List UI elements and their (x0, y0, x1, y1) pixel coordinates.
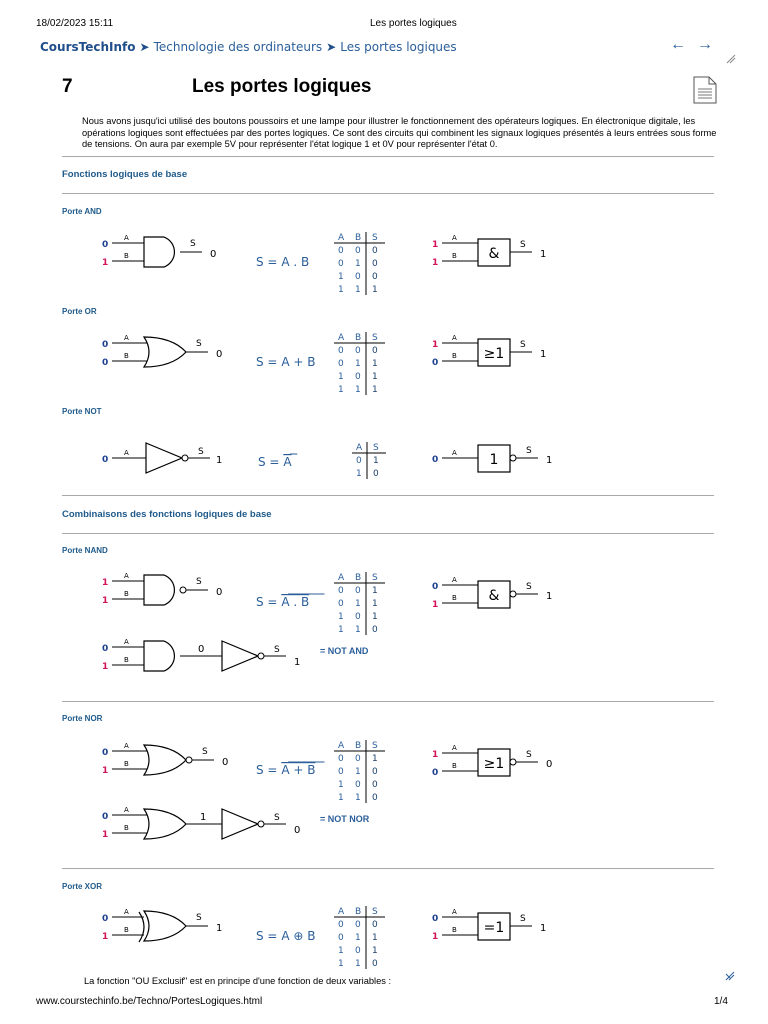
truth-table-header: B (355, 573, 362, 583)
intro-paragraph: Nous avons jusqu'ici utilisé des boutons poussoirs et une lampe pour illustrer le fonctionnement des opérateurs logiques. En électronique digitale, les opérations logiques sont effectuées par des portes logiques. Ce sont des circuits qui combinent les signaux logiques présentés à leurs entrées sous forme de tensions. On aura par exemple 5V pour représenter l'état logique 1 et 0V pour représenter l'état 0. (82, 116, 717, 150)
print-url: www.courstechinfo.be/Techno/PortesLogiques.html (36, 996, 263, 1007)
truth-table-cell: 0 (355, 780, 361, 790)
truth-table-header: S (372, 233, 378, 243)
inversion-bubble (182, 455, 188, 461)
truth-table-cell: 1 (355, 625, 361, 635)
truth-table-cell: 0 (355, 920, 361, 930)
input-bit: 0 (432, 768, 439, 778)
output-bit: 1 (294, 657, 301, 668)
pin-label-b: B (124, 760, 129, 768)
output-bit: 1 (546, 455, 553, 466)
truth-table-cell: 0 (372, 246, 378, 256)
truth-table-header: S (372, 907, 378, 917)
boolean-formula: S = A . B (256, 255, 310, 269)
truth-table-header: A (338, 907, 345, 917)
page-title: Les portes logiques (192, 76, 372, 97)
arrow-right-icon[interactable]: → (697, 36, 713, 53)
truth-table-cell: 0 (338, 359, 344, 369)
truth-table-cell: 1 (338, 625, 344, 635)
truth-table-cell: 0 (338, 259, 344, 269)
pin-label-a: A (124, 908, 129, 916)
truth-table-cell: 0 (338, 599, 344, 609)
section-heading-basic: Fonctions logiques de base (62, 169, 188, 180)
breadcrumb-current: Les portes logiques (340, 40, 457, 54)
pin-label-a: A (452, 449, 457, 457)
input-bit: 1 (432, 750, 439, 760)
pin-label-a: A (452, 334, 457, 342)
truth-table-header: S (372, 741, 378, 751)
pin-label-a: A (124, 806, 129, 814)
output-bit: 0 (546, 759, 553, 770)
pin-label-s: S (274, 645, 280, 655)
iec-gate-symbol-label: ≥1 (483, 346, 505, 362)
output-bit: 0 (222, 757, 229, 768)
truth-table-header: S (373, 443, 379, 453)
truth-table-cell: 1 (338, 793, 344, 803)
truth-table-header: B (355, 233, 362, 243)
truth-table-cell: 0 (372, 272, 378, 282)
arrow-left-icon[interactable]: ← (670, 36, 686, 53)
input-bit: 1 (102, 830, 109, 840)
truth-table-cell: 0 (355, 246, 361, 256)
output-bit: 1 (216, 923, 223, 934)
truth-table-cell: 0 (372, 259, 378, 269)
truth-table-cell: 1 (355, 385, 361, 395)
input-bit: 0 (102, 748, 109, 758)
output-bit: 1 (216, 455, 223, 466)
truth-table-cell: 1 (338, 959, 344, 969)
input-bit: 0 (432, 358, 439, 368)
resize-grip-icon (724, 970, 736, 982)
iec-gate-symbol-label: ≥1 (483, 756, 505, 772)
truth-table-header: S (372, 573, 378, 583)
truth-table-cell: 1 (355, 285, 361, 295)
truth-table-cell: 1 (372, 599, 378, 609)
inversion-bubble (510, 759, 516, 765)
print-doc-title: Les portes logiques (370, 18, 457, 29)
output-bit: 0 (216, 349, 223, 360)
pin-label-b: B (452, 352, 457, 360)
truth-table-cell: 1 (355, 767, 361, 777)
pin-label-s: S (196, 577, 202, 587)
pin-label-b: B (124, 656, 129, 664)
input-bit: 1 (102, 258, 109, 268)
pin-label-a: A (124, 638, 129, 646)
truth-table-cell: 1 (338, 385, 344, 395)
truth-table-cell: 1 (355, 959, 361, 969)
and-gate-symbol (144, 575, 174, 605)
boolean-formula: S = A ⊕ B (256, 929, 316, 943)
gate-label-nand: Porte NAND (62, 546, 108, 555)
truth-table-cell: 1 (355, 933, 361, 943)
pin-label-a: A (452, 908, 457, 916)
input-bit: 0 (102, 455, 109, 465)
truth-table-cell: 1 (338, 372, 344, 382)
pin-label-b: B (124, 352, 129, 360)
truth-table-cell: 1 (355, 259, 361, 269)
truth-table-cell: 1 (338, 946, 344, 956)
truth-table-cell: 0 (372, 625, 378, 635)
print-page-number: 1/4 (714, 996, 728, 1007)
gate-label-and: Porte AND (62, 207, 102, 216)
iec-gate-symbol-label: 1 (489, 452, 499, 468)
truth-table-cell: 0 (355, 272, 361, 282)
inversion-bubble (258, 821, 264, 827)
truth-table-cell: 1 (355, 599, 361, 609)
truth-table-cell: 1 (372, 285, 378, 295)
pin-label-s: S (198, 447, 204, 457)
input-bit: 1 (102, 932, 109, 942)
input-bit: 1 (102, 596, 109, 606)
truth-table-cell: 0 (338, 346, 344, 356)
pin-label-a: A (124, 449, 129, 457)
input-bit: 1 (102, 766, 109, 776)
truth-table-header: B (355, 333, 362, 343)
boolean-formula: S = A (258, 455, 292, 469)
pin-label-b: B (124, 252, 129, 260)
intermediate-bit: 1 (200, 812, 207, 823)
truth-table-cell: 0 (372, 959, 378, 969)
combo-note: = NOT AND (320, 646, 369, 656)
truth-table-cell: 1 (372, 385, 378, 395)
pin-label-s: S (520, 340, 526, 350)
pin-label-a: A (124, 334, 129, 342)
iec-gate-symbol-label: & (488, 246, 500, 262)
truth-table-cell: 1 (338, 780, 344, 790)
truth-table-header: A (338, 333, 345, 343)
not-gate-symbol (146, 443, 182, 473)
truth-table-cell: 0 (355, 754, 361, 764)
pin-label-s: S (520, 240, 526, 250)
input-bit: 0 (102, 358, 109, 368)
pin-label-b: B (124, 824, 129, 832)
pin-label-s: S (526, 750, 532, 760)
truth-table-cell: 0 (338, 767, 344, 777)
pin-label-a: A (452, 744, 457, 752)
or-gate-symbol (144, 809, 186, 839)
pin-label-a: A (452, 234, 457, 242)
footnote-xor: La fonction "OU Exclusif" est en principe d'une fonction de deux variables : (84, 976, 392, 986)
input-bit: 1 (102, 578, 109, 588)
output-bit: 1 (540, 923, 547, 934)
pin-label-b: B (452, 594, 457, 602)
boolean-formula: S = A + B (256, 355, 316, 369)
pin-label-s: S (520, 914, 526, 924)
pin-label-s: S (526, 582, 532, 592)
input-bit: 1 (432, 240, 439, 250)
inversion-bubble (510, 591, 516, 597)
truth-table-cell: 0 (338, 246, 344, 256)
pin-label-a: A (124, 572, 129, 580)
pin-label-s: S (190, 239, 196, 249)
boolean-formula: S = A + B (256, 763, 316, 777)
truth-table-header: B (355, 907, 362, 917)
output-bit: 0 (294, 825, 301, 836)
truth-table-cell: 0 (338, 586, 344, 596)
combo-note: = NOT NOR (320, 814, 370, 824)
pin-label-b: B (124, 926, 129, 934)
iec-gate-symbol-label: & (488, 588, 500, 604)
iec-gate-symbol-label: =1 (483, 920, 505, 936)
truth-table-cell: 0 (372, 780, 378, 790)
inversion-bubble (258, 653, 264, 659)
output-bit: 1 (546, 591, 553, 602)
truth-table-cell: 0 (338, 754, 344, 764)
truth-table-cell: 1 (372, 359, 378, 369)
input-bit: 0 (102, 240, 109, 250)
truth-table-cell: 0 (372, 920, 378, 930)
gate-label-not: Porte NOT (62, 407, 102, 416)
truth-table-cell: 0 (338, 920, 344, 930)
truth-table-header: A (356, 443, 363, 453)
pin-label-s: S (526, 446, 532, 456)
truth-table-cell: 0 (356, 456, 362, 466)
section-heading-combined: Combinaisons des fonctions logiques de base (62, 509, 272, 520)
breadcrumb-separator-icon: ➤ (326, 40, 337, 54)
inversion-bubble (510, 455, 516, 461)
truth-table-cell: 0 (355, 612, 361, 622)
input-bit: 0 (102, 812, 109, 822)
output-bit: 1 (540, 349, 547, 360)
input-bit: 1 (432, 258, 439, 268)
pin-label-s: S (196, 339, 202, 349)
truth-table-cell: 0 (372, 346, 378, 356)
or-gate-symbol (144, 337, 186, 367)
truth-table-cell: 0 (373, 469, 379, 479)
truth-table-cell: 0 (338, 933, 344, 943)
pin-label-s: S (202, 747, 208, 757)
chapter-number: 7 (62, 76, 73, 97)
input-bit: 0 (432, 455, 439, 465)
input-bit: 0 (432, 582, 439, 592)
or-gate-symbol (144, 745, 186, 775)
truth-table-cell: 1 (372, 933, 378, 943)
and-gate-symbol (144, 237, 174, 267)
output-bit: 0 (210, 249, 217, 260)
truth-table-cell: 0 (372, 767, 378, 777)
truth-table-header: A (338, 573, 345, 583)
breadcrumb-separator-icon: ➤ (139, 40, 150, 54)
pin-label-b: B (452, 252, 457, 260)
pin-label-a: A (124, 742, 129, 750)
truth-table-cell: 1 (372, 754, 378, 764)
pin-label-a: A (452, 576, 457, 584)
input-bit: 1 (432, 600, 439, 610)
truth-table-cell: 1 (356, 469, 362, 479)
boolean-formula: S = A . B (256, 595, 310, 609)
input-bit: 0 (102, 340, 109, 350)
output-bit: 1 (540, 249, 547, 260)
breadcrumb-section-link[interactable]: Technologie des ordinateurs (153, 40, 323, 54)
truth-table-cell: 1 (338, 612, 344, 622)
input-bit: 0 (102, 644, 109, 654)
pin-label-a: A (124, 234, 129, 242)
input-bit: 1 (102, 662, 109, 672)
truth-table-header: B (355, 741, 362, 751)
truth-table-cell: 1 (372, 586, 378, 596)
truth-table-cell: 1 (372, 612, 378, 622)
truth-table-cell: 1 (355, 793, 361, 803)
truth-table-cell: 1 (372, 946, 378, 956)
input-bit: 0 (102, 914, 109, 924)
truth-table-cell: 1 (372, 372, 378, 382)
truth-table-cell: 1 (373, 456, 379, 466)
not-gate-symbol (222, 641, 258, 671)
pin-label-b: B (124, 590, 129, 598)
truth-table-cell: 0 (355, 586, 361, 596)
input-bit: 0 (432, 914, 439, 924)
pin-label-s: S (196, 913, 202, 923)
truth-table-cell: 1 (338, 285, 344, 295)
truth-table-cell: 0 (355, 946, 361, 956)
gate-label-nor: Porte NOR (62, 714, 103, 723)
inversion-bubble (186, 757, 192, 763)
truth-table-cell: 1 (338, 272, 344, 282)
and-gate-symbol (144, 641, 174, 671)
not-gate-symbol (222, 809, 258, 839)
gate-label-xor: Porte XOR (62, 882, 103, 891)
truth-table-cell: 1 (355, 359, 361, 369)
pin-label-s: S (274, 813, 280, 823)
or-gate-symbol (144, 911, 186, 941)
truth-table-cell: 0 (355, 346, 361, 356)
inversion-bubble (180, 587, 186, 593)
breadcrumb-site-link[interactable]: CoursTechInfo (40, 40, 136, 54)
pin-label-b: B (452, 926, 457, 934)
output-bit: 0 (216, 587, 223, 598)
print-datetime: 18/02/2023 15:11 (36, 18, 114, 29)
intermediate-bit: 0 (198, 644, 205, 655)
truth-table-cell: 0 (372, 793, 378, 803)
input-bit: 1 (432, 340, 439, 350)
truth-table-header: S (372, 333, 378, 343)
truth-table-cell: 0 (355, 372, 361, 382)
truth-table-header: A (338, 741, 345, 751)
truth-table-header: A (338, 233, 345, 243)
gate-label-or: Porte OR (62, 307, 97, 316)
pin-label-b: B (452, 762, 457, 770)
input-bit: 1 (432, 932, 439, 942)
